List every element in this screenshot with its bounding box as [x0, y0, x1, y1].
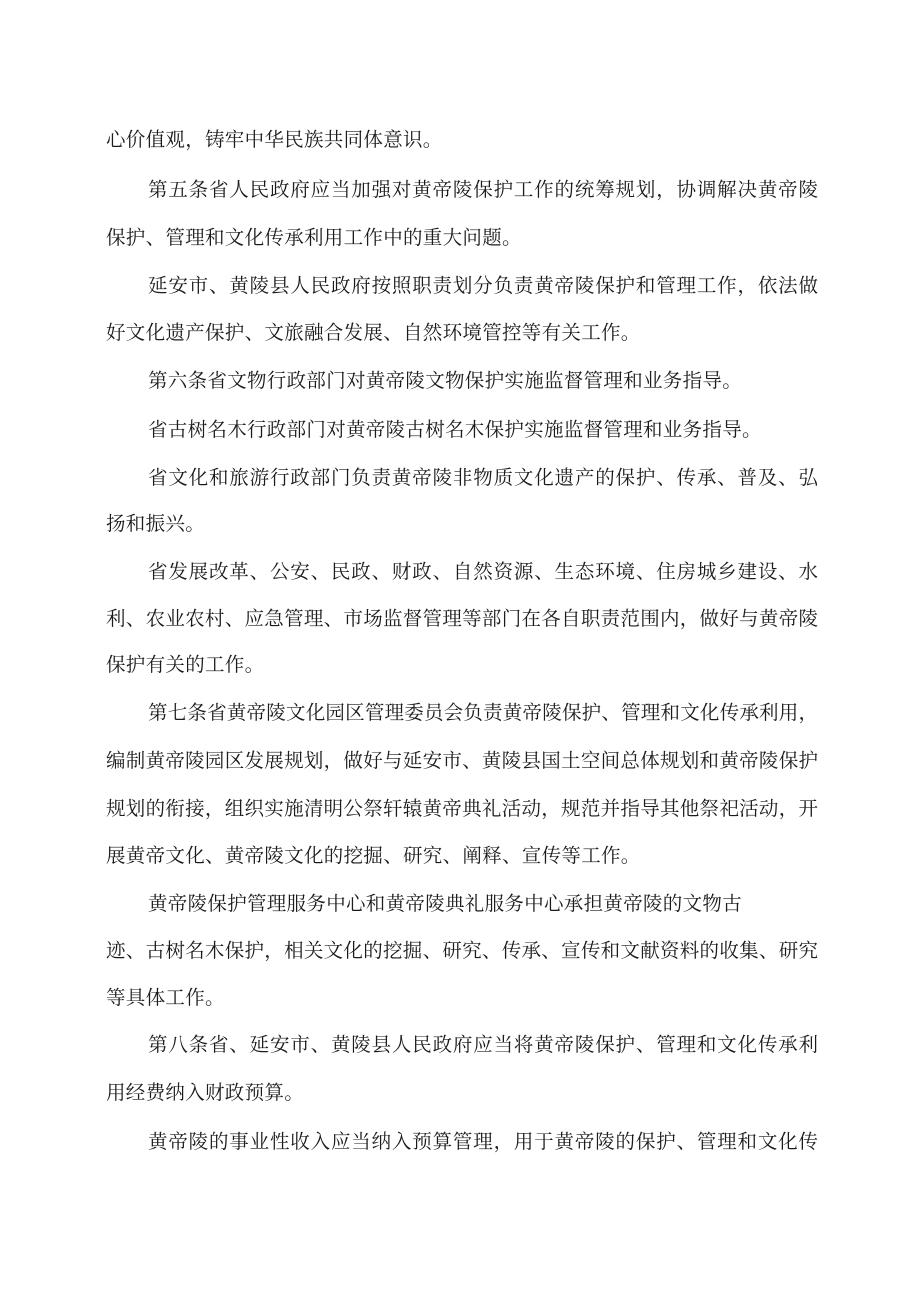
text-line: 迹、古树名木保护，相关文化的挖掘、研究、传承、宣传和文献资料的收集、研究 [106, 939, 818, 962]
text-line: 编制黄帝陵园区发展规划，做好与延安市、黄陵县国土空间总体规划和黄帝陵保护 [106, 749, 818, 772]
text-line: 利、农业农村、应急管理、市场监督管理等部门在各自职责范围内，做好与黄帝陵 [106, 607, 818, 630]
text-line: 规划的衔接，组织实施清明公祭轩辕黄帝典礼活动，规范并指导其他祭祀活动，开 [106, 797, 818, 820]
text-line: 省文化和旅游行政部门负责黄帝陵非物质文化遗产的保护、传承、普及、弘 [148, 466, 818, 489]
text-line: 第五条省人民政府应当加强对黄帝陵保护工作的统筹规划，协调解决黄帝陵 [148, 178, 818, 201]
text-line: 省古树名木行政部门对黄帝陵古树名木保护实施监督管理和业务指导。 [148, 418, 762, 441]
text-line: 黄帝陵的事业性收入应当纳入预算管理，用于黄帝陵的保护、管理和文化传 [148, 1130, 818, 1153]
text-line: 延安市、黄陵县人民政府按照职责划分负责黄帝陵保护和管理工作，依法做 [148, 274, 818, 297]
text-line: 展黄帝文化、黄帝陵文化的挖掘、研究、阐释、宣传等工作。 [106, 844, 641, 867]
text-line: 好文化遗产保护、文旅融合发展、自然环境管控等有关工作。 [106, 321, 641, 344]
text-line: 第八条省、延安市、黄陵县人民政府应当将黄帝陵保护、管理和文化传承利 [148, 1033, 818, 1056]
text-line: 心价值观，铸牢中华民族共同体意识。 [106, 128, 443, 151]
text-line: 扬和振兴。 [106, 512, 206, 535]
text-line: 第六条省文物行政部门对黄帝陵文物保护实施监督管理和业务指导。 [148, 369, 743, 392]
text-line: 用经费纳入财政预算。 [106, 1081, 305, 1104]
text-line: 保护有关的工作。 [106, 653, 265, 676]
text-line: 第七条省黄帝陵文化园区管理委员会负责黄帝陵保护、管理和文化传承利用， [148, 701, 818, 724]
text-line: 省发展改革、公安、民政、财政、自然资源、生态环境、住房城乡建设、水 [148, 560, 818, 583]
text-line: 黄帝陵保护管理服务中心和黄帝陵典礼服务中心承担黄帝陵的文物古 [148, 892, 743, 915]
text-line: 保护、管理和文化传承利用工作中的重大问题。 [106, 226, 522, 249]
text-line: 等具体工作。 [106, 986, 225, 1009]
